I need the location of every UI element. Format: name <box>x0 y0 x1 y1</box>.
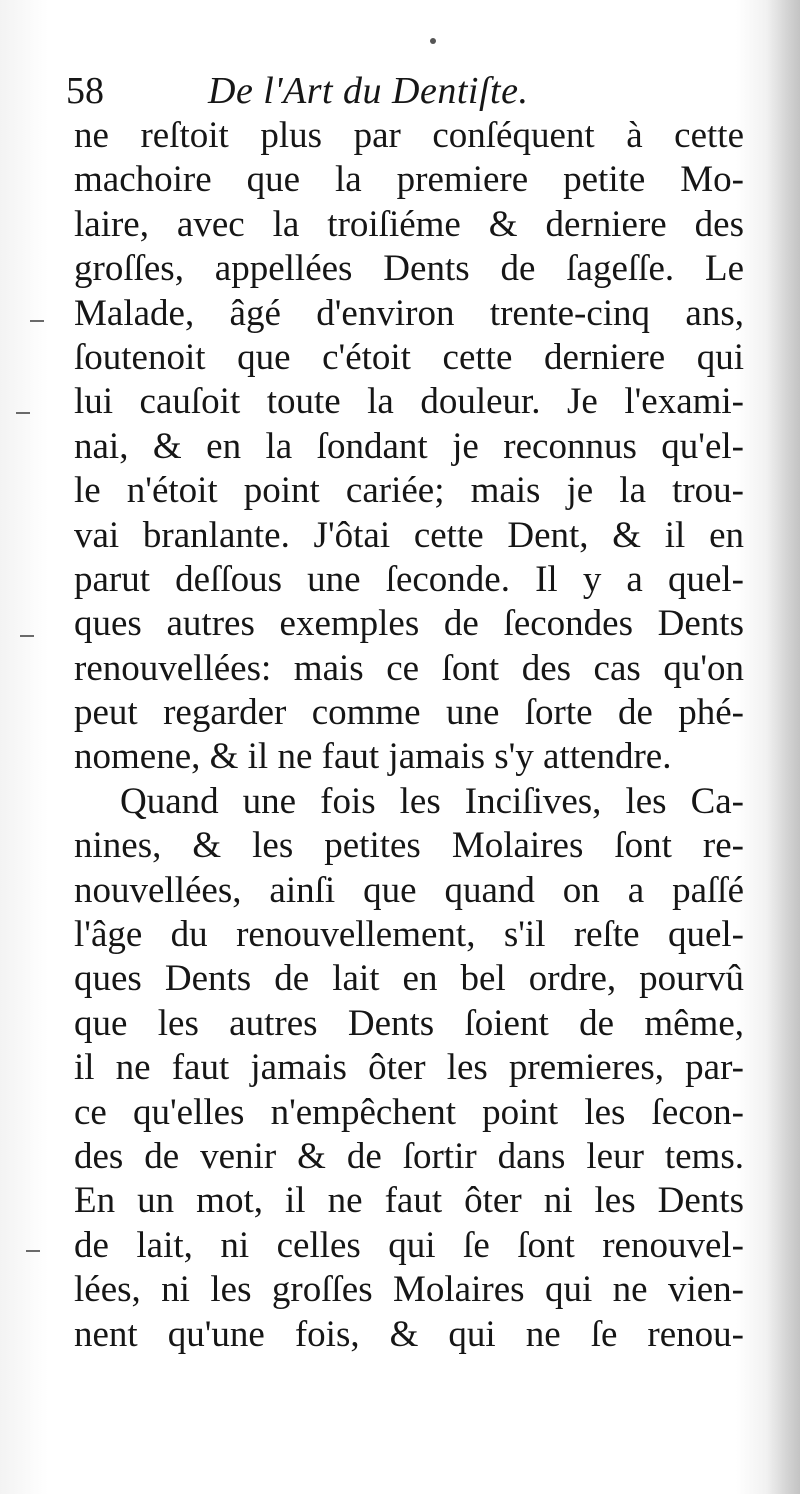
text-line: ſoutenoit que c'étoit cette derniere qui <box>74 336 744 378</box>
text-line: nent qu'une fois, & qui ne ſe renou- <box>74 1313 744 1355</box>
text-line: il ne faut jamais ôter les premieres, par- <box>74 1047 744 1089</box>
text-line: renouvellées: mais ce ſont des cas qu'on <box>74 647 744 689</box>
page-header <box>66 66 766 116</box>
paragraph-start-line: Quand une fois les Inciſives, les Ca- <box>120 780 744 822</box>
text-line: l'âge du renouvellement, s'il reſte quel- <box>74 914 744 956</box>
page-edge-shadow <box>766 0 800 1494</box>
text-line: En un mot, il ne faut ôter ni les Dents <box>74 1180 744 1222</box>
paragraph-end-line: nomene, & il ne faut jamais s'y attendre. <box>74 736 672 778</box>
body-text <box>74 114 744 1357</box>
running-head-title: De l'Art du Dentiſte. <box>208 70 529 112</box>
text-line: nouvellées, ainſi que quand on a paſſé <box>74 869 744 911</box>
text-line: groſſes, appellées Dents de ſageſſe. Le <box>74 248 744 290</box>
text-line: laire, avec la troiſiéme & derniere des <box>74 203 744 245</box>
text-line: parut deſſous une ſeconde. Il y a quel- <box>74 558 744 600</box>
margin-tick-mark <box>20 635 34 637</box>
margin-tick-mark <box>26 1250 40 1252</box>
text-line: ques Dents de lait en bel ordre, pourvû <box>74 958 744 1000</box>
text-line: ce qu'elles n'empêchent point les ſecon- <box>74 1091 744 1133</box>
text-line: des de venir & de ſortir dans leur tems. <box>74 1135 744 1177</box>
margin-tick-mark <box>16 412 30 414</box>
text-line: vai branlante. J'ôtai cette Dent, & il en <box>74 514 744 556</box>
text-line: peut regarder comme une ſorte de phé- <box>74 692 744 734</box>
text-line: de lait, ni celles qui ſe ſont renouvel- <box>74 1224 744 1266</box>
margin-tick-mark <box>30 320 44 322</box>
text-line: que les autres Dents ſoient de même, <box>74 1002 744 1044</box>
text-line: ne reſtoit plus par conſéquent à cette <box>74 115 744 156</box>
page-number: 58 <box>66 70 104 112</box>
text-line: nai, & en la ſondant je reconnus qu'el- <box>74 425 744 467</box>
text-line: Malade, âgé d'environ trente-cinq ans, <box>74 292 744 334</box>
text-line: le n'étoit point cariée; mais je la trou- <box>74 470 744 512</box>
text-line: lées, ni les groſſes Molaires qui ne vien- <box>74 1269 744 1311</box>
text-line: nines, & les petites Molaires ſont re- <box>74 825 744 867</box>
text-line: ques autres exemples de ſecondes Dents <box>74 603 744 645</box>
text-line: lui cauſoit toute la douleur. Je l'exami- <box>74 381 744 423</box>
ink-dot-mark <box>430 38 436 44</box>
text-line: machoire que la premiere petite Mo- <box>74 159 744 201</box>
